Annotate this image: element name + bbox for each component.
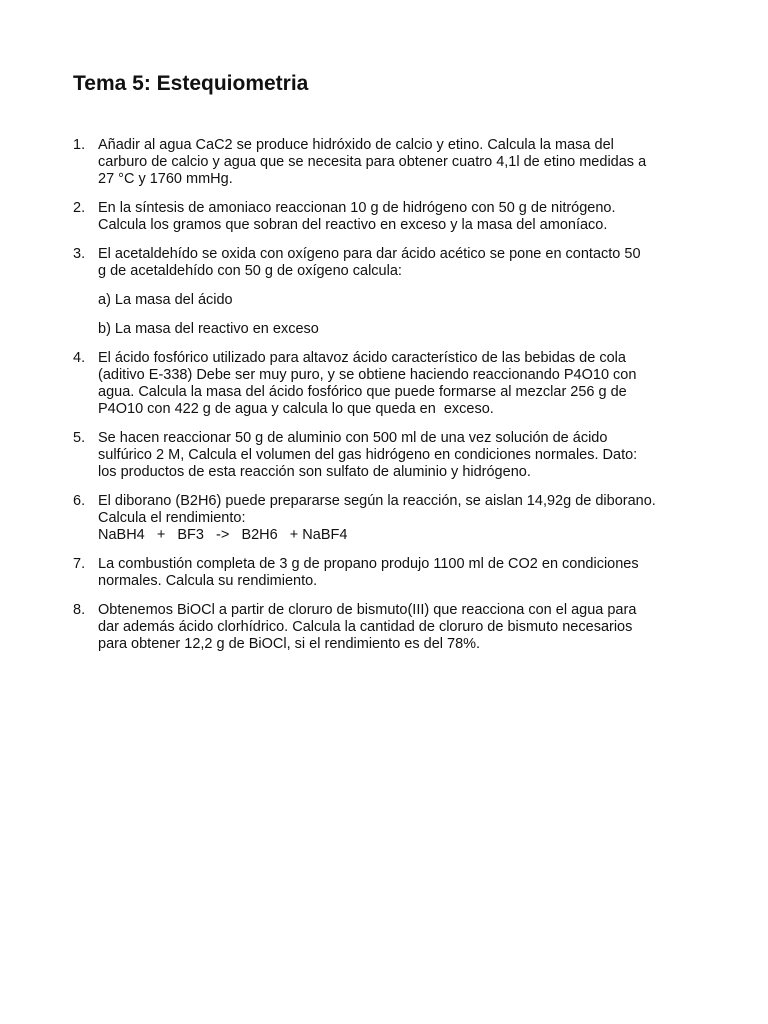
problem-text-line: sulfúrico 2 M, Calcula el volumen del gas hidrógeno en condiciones normales. Dato: (98, 447, 638, 463)
problem-item-1 (73, 137, 703, 188)
problem-number: 5. (73, 430, 86, 446)
problem-text-line: Se hacen reaccionar 50 g de aluminio con 500 ml de una vez solución de ácido (98, 430, 608, 446)
problem-number: 3. (73, 246, 86, 262)
reaction-equation: NaBH4 + BF3 -> B2H6 + NaBF4 (98, 527, 348, 543)
problem-item-7 (73, 556, 703, 590)
problem-text-line: P4O10 con 422 g de agua y calcula lo que queda en exceso. (98, 401, 494, 417)
problem-text-line: g de acetaldehído con 50 g de oxígeno calcula: (98, 263, 402, 279)
problem-item-3 (73, 246, 703, 338)
sub-question-a: a) La masa del ácido (98, 292, 233, 308)
page-title: Tema 5: Estequiometria (73, 72, 309, 95)
problem-text-line: Calcula los gramos que sobran del reactivo en exceso y la masa del amoníaco. (98, 217, 608, 233)
problem-number: 4. (73, 350, 86, 366)
problem-text-line: (aditivo E-338) Debe ser muy puro, y se obtiene haciendo reaccionando P4O10 con (98, 367, 637, 383)
problem-text-line: para obtener 12,2 g de BiOCl, si el rendimiento es del 78%. (98, 636, 481, 652)
problem-text-line: los productos de esta reacción son sulfato de aluminio y hidrógeno. (98, 464, 531, 480)
problem-item-8 (73, 602, 703, 653)
problem-number: 6. (73, 493, 86, 509)
problem-item-6 (73, 493, 703, 544)
problem-list (73, 137, 703, 665)
problem-text-line: Añadir al agua CaC2 se produce hidróxido de calcio y etino. Calcula la masa del (98, 137, 614, 153)
problem-text-line: En la síntesis de amoniaco reaccionan 10 g de hidrógeno con 50 g de nitrógeno. (98, 200, 616, 216)
problem-number: 8. (73, 602, 86, 618)
problem-text-line: Calcula el rendimiento: (98, 510, 246, 526)
problem-text-line: El diborano (B2H6) puede prepararse según la reacción, se aislan 14,92g de diborano. (98, 493, 656, 509)
problem-item-4 (73, 350, 703, 418)
problem-text-line: dar además ácido clorhídrico. Calcula la cantidad de cloruro de bismuto necesarios (98, 619, 633, 635)
problem-text-line: La combustión completa de 3 g de propano produjo 1100 ml de CO2 en condiciones (98, 556, 639, 572)
problem-text-line: Obtenemos BiOCl a partir de cloruro de bismuto(III) que reacciona con el agua para (98, 602, 637, 618)
problem-text-line: El acetaldehído se oxida con oxígeno para dar ácido acético se pone en contacto 50 (98, 246, 641, 262)
problem-number: 7. (73, 556, 86, 572)
problem-text-line: normales. Calcula su rendimiento. (98, 573, 318, 589)
problem-text-line: carburo de calcio y agua que se necesita para obtener cuatro 4,1l de etino medidas a (98, 154, 647, 170)
problem-text-line: El ácido fosfórico utilizado para altavoz ácido característico de las bebidas de cola (98, 350, 626, 366)
problem-text-line: agua. Calcula la masa del ácido fosfórico que puede formarse al mezclar 256 g de (98, 384, 627, 400)
problem-number: 2. (73, 200, 86, 216)
problem-item-5 (73, 430, 703, 481)
sub-question-b: b) La masa del reactivo en exceso (98, 321, 319, 337)
problem-text-line: 27 °C y 1760 mmHg. (98, 171, 233, 187)
problem-item-2 (73, 200, 703, 234)
problem-number: 1. (73, 137, 86, 153)
